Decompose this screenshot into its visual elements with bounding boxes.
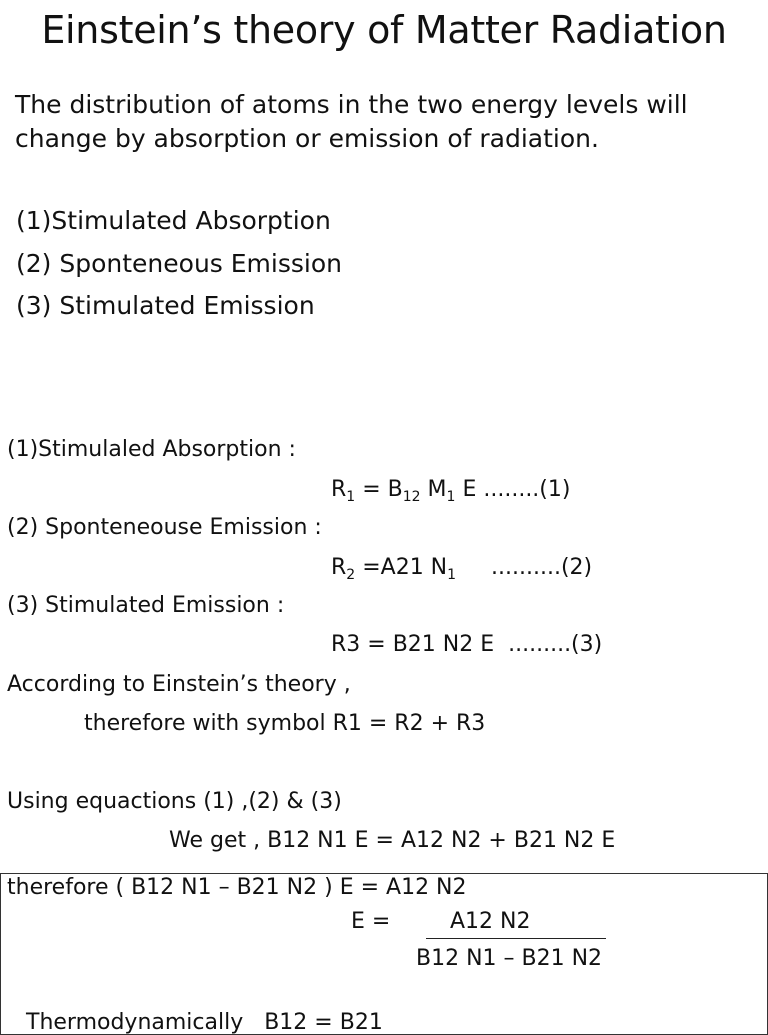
fraction-numerator: A12 N2 [450,909,531,934]
using-equations-line: Using equactions (1) ,(2) & (3) [7,789,342,814]
process-item-3: (3) Stimulated Emission [16,291,315,320]
fraction-bar [426,938,606,939]
e-equals-label: E = [351,909,391,934]
intro-paragraph: The distribution of atoms in the two energy levels will change by absorption or emission of radiation. [15,90,688,153]
label-stimulated-absorption: (1)Stimulaled Absorption : [7,437,296,462]
thermodynamic-line-cut: Thermodynamically B12 = B21 [26,1010,383,1035]
therefore-equation: therefore ( B12 N1 – B21 N2 ) E = A12 N2 [7,875,467,900]
label-spontaneous-emission: (2) Sponteneouse Emission : [7,515,322,540]
equation-1: $R_1 = B_{12}$ $M_1$ E ........(1) [331,477,571,505]
fraction-denominator: B12 N1 – B21 N2 [416,946,603,971]
therefore-symbol-line: therefore with symbol R1 = R2 + R3 [84,711,486,736]
combined-equation: We get , B12 N1 E = A12 N2 + B21 N2 E [169,828,616,853]
process-item-1: (1)Stimulated Absorption [16,206,331,235]
process-item-2: (2) Sponteneous Emission [16,249,342,278]
according-line: According to Einstein’s theory , [7,672,351,697]
equation-3: R3 = B21 N2 E .........(3) [331,632,603,657]
equation-2: $R_2 =A21$ $N_1$ ..........(2) [331,555,593,583]
label-stimulated-emission: (3) Stimulated Emission : [7,593,285,618]
slide-title: Einstein’s theory of Matter Radiation [41,8,727,52]
